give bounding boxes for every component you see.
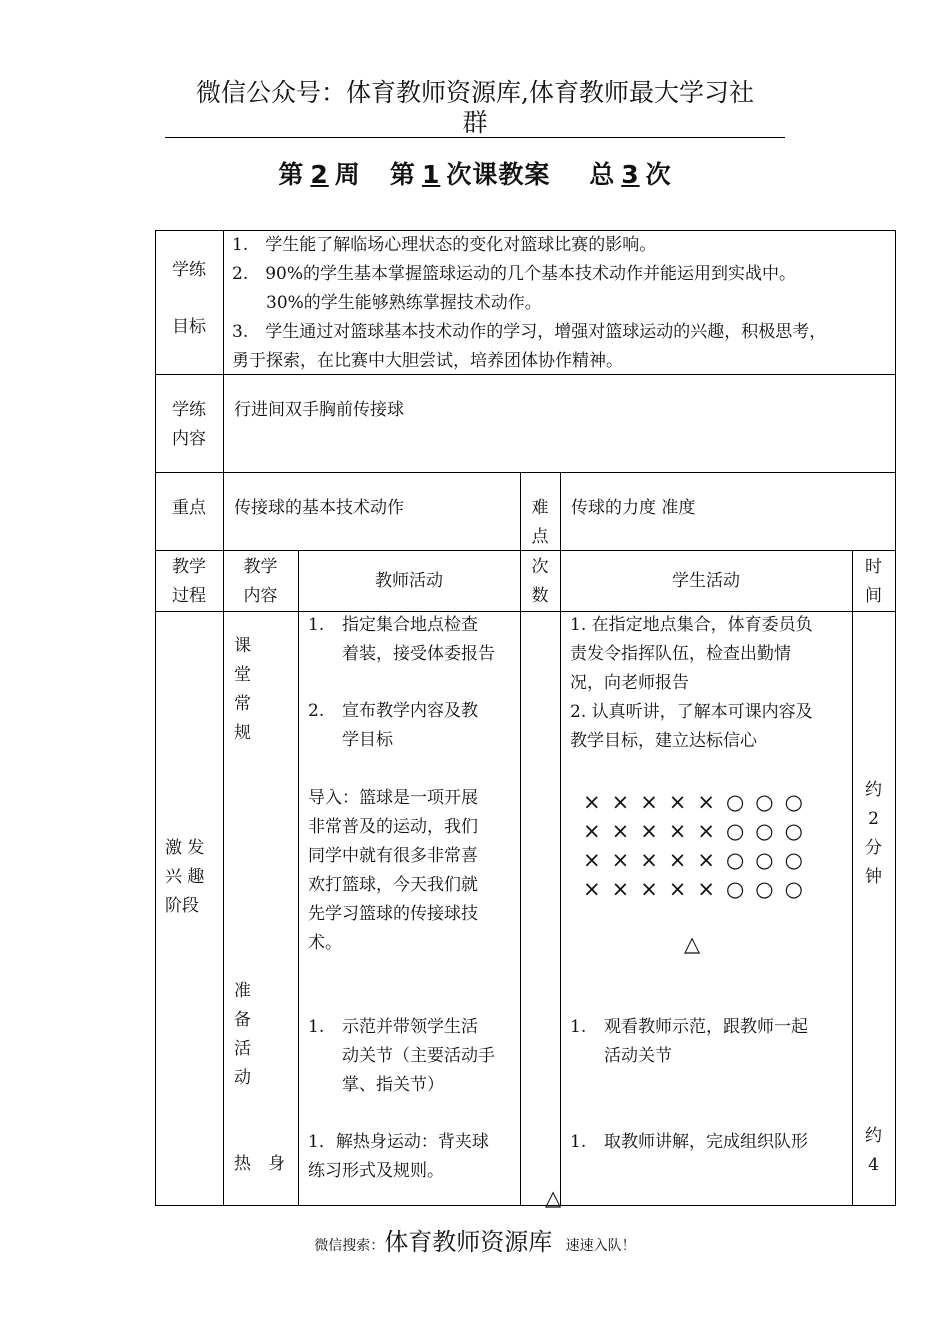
student-routine-line: 1. 在指定地点集合，体育委员负 <box>570 615 813 635</box>
title-week-suffix: 周 <box>334 160 361 189</box>
section-routine-char: 堂 <box>234 665 251 685</box>
student-warmup-num: 1. <box>570 1132 587 1152</box>
student-demo-num: 1. <box>570 1017 587 1037</box>
formation-row: ×××××○○○ <box>583 819 814 843</box>
teacher-demo <box>308 1013 518 1100</box>
teacher-intro-line: 术。 <box>308 933 342 953</box>
time-second <box>852 1122 895 1180</box>
table-border-left <box>155 230 156 1206</box>
footer-prefix: 微信搜索： <box>314 1238 385 1254</box>
col-header-times <box>520 553 560 611</box>
student-routine <box>570 611 850 756</box>
stage-label-line: 阶段 <box>165 896 199 916</box>
key-point-text: 传接球的基本技术动作 <box>234 498 404 518</box>
title-total: 3 <box>621 160 640 189</box>
col-header-teacher: 教师活动 <box>375 571 443 591</box>
col-header-content-line: 内容 <box>243 586 278 606</box>
teacher-intro-line: 导入：篮球是一项开展 <box>308 788 478 808</box>
teacher-warmup-line: 练习形式及规则。 <box>308 1161 444 1181</box>
time-first-char: 约 <box>865 780 882 800</box>
formation-row: ×××××○○○ <box>583 848 814 872</box>
difficulty-label-line-2: 点 <box>531 527 549 547</box>
goal-item: 1. 学生能了解临场心理状态的变化对篮球比赛的影响。 <box>232 235 657 255</box>
time-first-char: 分 <box>865 838 882 858</box>
stage-label-line: 兴 趣 <box>165 867 205 887</box>
title-week-prefix: 第 <box>278 160 305 189</box>
col-header-times-line: 数 <box>531 586 549 606</box>
teacher-item-2 <box>308 697 514 755</box>
student-demo-line: 活动关节 <box>604 1046 672 1066</box>
col-header-content <box>223 553 298 611</box>
section-routine-char: 课 <box>234 636 251 656</box>
header-line-1: 微信公众号：体育教师资源库,体育教师最大学习社 <box>196 78 754 107</box>
teacher-demo-line: 掌、指关节） <box>342 1075 444 1095</box>
goals-label <box>155 256 223 342</box>
title-lesson: 1 <box>421 160 441 189</box>
goal-item: 勇于探索，在比赛中大胆尝试，培养团体协作精神。 <box>232 351 623 371</box>
difficulty-text: 传球的力度 准度 <box>571 498 696 518</box>
goals-label-line-1: 学练 <box>172 260 206 280</box>
stage-label-line: 激 发 <box>165 838 205 858</box>
page-header <box>160 78 790 138</box>
table-border-right <box>895 230 896 1206</box>
col-rule-label <box>223 230 224 1206</box>
header-divider <box>165 137 785 138</box>
col-header-content-line: 教学 <box>243 557 278 577</box>
key-point-label: 重点 <box>172 498 206 518</box>
teacher-intro-line: 同学中就有很多非常喜 <box>308 846 478 866</box>
bottom-triangle-mark: △ <box>545 1186 562 1210</box>
student-routine-line: 责发令指挥队伍，检查出勤情 <box>570 644 791 664</box>
content-label <box>155 396 223 454</box>
teacher-intro-line: 欢打篮球，今天我们就 <box>308 875 478 895</box>
col-header-process-line: 教学 <box>172 557 206 577</box>
section-prepare-char: 动 <box>234 1068 251 1088</box>
teacher-item-num: 1. <box>308 615 325 635</box>
student-demo <box>570 1013 850 1071</box>
section-prepare-char: 备 <box>234 1010 251 1030</box>
teacher-activities <box>308 611 514 755</box>
section-prepare-char: 活 <box>234 1039 251 1059</box>
title-total-suffix: 次 <box>645 160 672 189</box>
goal-item: 2. 90%的学生基本掌握篮球运动的几个基本技术动作并能运用到实战中。 <box>232 264 797 284</box>
teacher-demo-line: 动关节（主要活动手 <box>342 1046 495 1066</box>
teacher-item-1 <box>308 611 514 669</box>
col-header-time <box>852 553 895 611</box>
student-routine-line: 况，向老师报告 <box>570 673 689 693</box>
goals-list <box>232 231 892 376</box>
col-header-process <box>155 553 223 611</box>
teacher-item-line: 宣布教学内容及教 <box>342 701 478 721</box>
title-week: 2 <box>310 160 329 189</box>
section-prepare-char: 准 <box>234 981 251 1001</box>
teacher-item-line: 指定集合地点检查 <box>342 615 478 635</box>
teacher-intro <box>308 784 518 958</box>
section-prepare <box>234 977 251 1093</box>
footer-name: 体育教师资源库 <box>384 1228 553 1256</box>
title-lesson-suffix: 次课教案 <box>446 160 551 189</box>
teacher-demo-line: 示范并带领学生活 <box>342 1017 478 1037</box>
section-routine <box>234 632 251 748</box>
teacher-item-num: 2. <box>308 701 325 721</box>
student-routine-line: 2. 认真听讲，了解本可课内容及 <box>570 702 813 722</box>
formation-row: ×××××○○○ <box>583 790 814 814</box>
section-routine-char: 常 <box>234 694 251 714</box>
section-warmup: 热 身 <box>234 1154 285 1174</box>
col-header-student: 学生活动 <box>672 571 740 591</box>
col-header-times-line: 次 <box>531 557 549 577</box>
section-routine-char: 规 <box>234 723 251 743</box>
table-border-bottom <box>155 1205 896 1206</box>
title-lesson-prefix: 第 <box>389 160 416 189</box>
content-label-line-1: 学练 <box>172 400 206 420</box>
teacher-intro-line: 非常普及的运动，我们 <box>308 817 478 837</box>
content-label-line-2: 内容 <box>172 429 206 449</box>
student-routine-line: 教学目标，建立达标信心 <box>570 731 757 751</box>
difficulty-label-line-1: 难 <box>531 498 549 518</box>
teacher-intro-line: 先学习篮球的传接球技 <box>308 904 478 924</box>
teacher-item-line: 学目标 <box>342 730 393 750</box>
page-title <box>160 155 790 191</box>
stage-label <box>165 834 204 921</box>
col-rule-content <box>298 550 299 1206</box>
col-header-process-line: 过程 <box>172 586 206 606</box>
formation-row: ×××××○○○ <box>583 877 814 901</box>
time-first-char: 2 <box>868 809 879 829</box>
time-second-char: 4 <box>868 1155 879 1175</box>
student-demo-line: 观看教师示范，跟教师一起 <box>604 1017 808 1037</box>
col-header-time-line: 时 <box>865 557 882 577</box>
student-warmup <box>570 1128 850 1157</box>
student-formation-diagram <box>583 788 814 904</box>
title-total-prefix: 总 <box>589 160 616 189</box>
goals-label-line-2: 目标 <box>172 317 206 337</box>
goal-item: 3. 学生通过对篮球基本技术动作的学习，增强对篮球运动的兴趣，积极思考， <box>232 322 827 342</box>
header-line-2: 群 <box>462 108 488 137</box>
teacher-item-line: 着装，接受体委报告 <box>342 644 495 664</box>
goal-item: 30%的学生能够熟练掌握技术动作。 <box>266 293 542 313</box>
difficulty-label <box>520 494 560 552</box>
time-second-char: 约 <box>865 1126 882 1146</box>
page-footer <box>0 1222 950 1257</box>
content-text: 行进间双手胸前传接球 <box>234 400 404 420</box>
row-rule-2 <box>155 472 896 473</box>
student-warmup-text: 取教师讲解，完成组织队形 <box>604 1132 808 1152</box>
footer-suffix: 速速入队！ <box>565 1238 636 1254</box>
teacher-position-mark: △ <box>684 932 701 956</box>
teacher-warmup-line: 1．解热身运动：背夹球 <box>308 1132 489 1152</box>
teacher-warmup <box>308 1128 518 1186</box>
time-first <box>852 776 895 892</box>
time-first-char: 钟 <box>865 867 882 887</box>
teacher-demo-num: 1. <box>308 1017 325 1037</box>
col-header-time-line: 间 <box>865 586 882 606</box>
